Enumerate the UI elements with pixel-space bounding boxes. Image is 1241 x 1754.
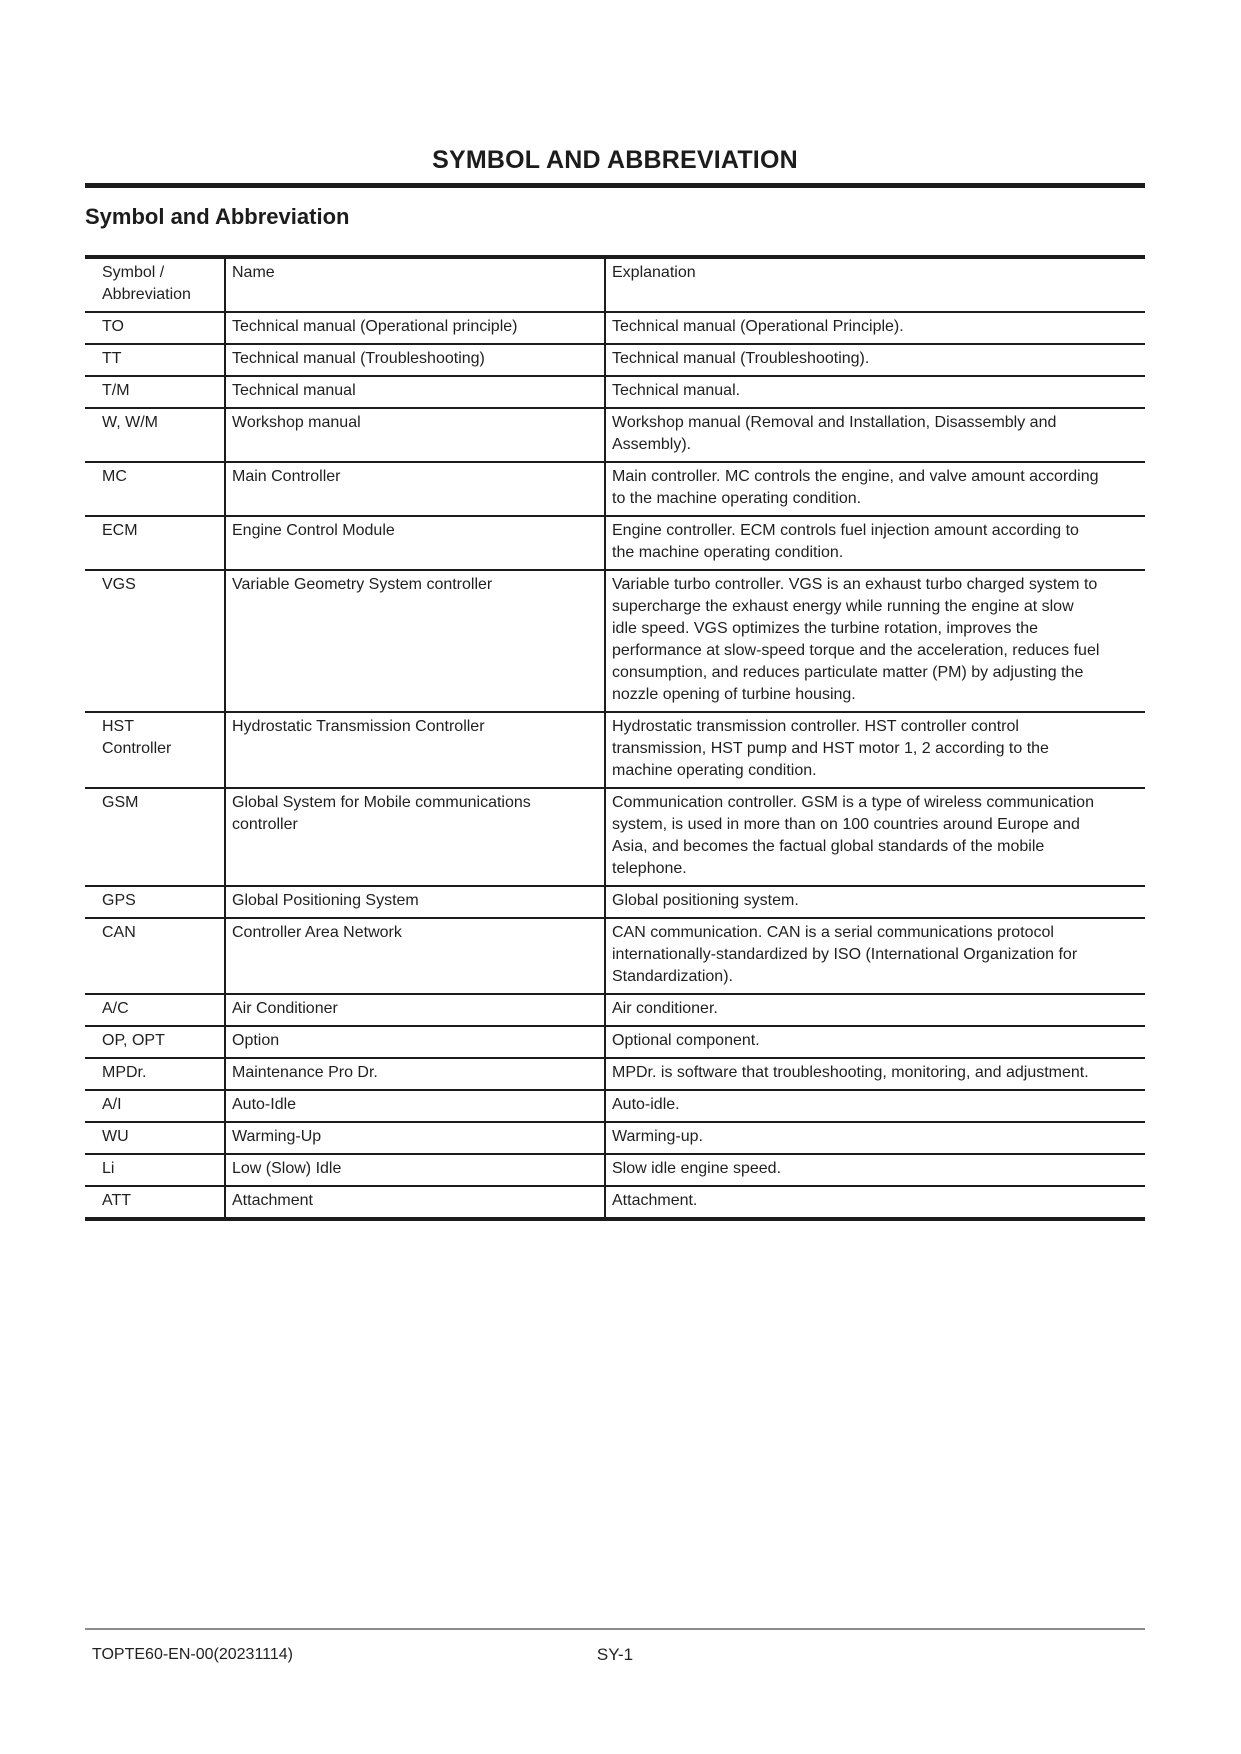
name-cell: Main Controller <box>225 462 605 516</box>
symbol-cell: WU <box>85 1122 225 1154</box>
explanation-cell: Communication controller. GSM is a type of wireless communication system, is used in more than on 100 countries around Europe and Asia, and becomes the factual global standards of the mobile telephone. <box>605 788 1145 886</box>
explanation-cell: Air conditioner. <box>605 994 1145 1026</box>
table-row <box>85 408 1145 462</box>
symbol-cell: GPS <box>85 886 225 918</box>
name-cell: Technical manual (Troubleshooting) <box>225 344 605 376</box>
name-cell: Hydrostatic Transmission Controller <box>225 712 605 788</box>
name-cell: Auto-Idle <box>225 1090 605 1122</box>
symbol-cell: TT <box>85 344 225 376</box>
name-cell: Maintenance Pro Dr. <box>225 1058 605 1090</box>
name-cell: Global Positioning System <box>225 886 605 918</box>
name-cell: Warming-Up <box>225 1122 605 1154</box>
page-footer <box>85 1628 1145 1688</box>
table-row <box>85 918 1145 994</box>
name-cell: Option <box>225 1026 605 1058</box>
name-cell: Global System for Mobile communications controller <box>225 788 605 886</box>
page-content <box>85 0 1145 1221</box>
column-header-symbol: Symbol / Abbreviation <box>85 257 225 312</box>
symbol-cell: GSM <box>85 788 225 886</box>
name-cell: Technical manual (Operational principle) <box>225 312 605 344</box>
explanation-cell: Technical manual (Operational Principle). <box>605 312 1145 344</box>
symbol-cell: MPDr. <box>85 1058 225 1090</box>
table-row <box>85 570 1145 712</box>
table-row <box>85 516 1145 570</box>
symbol-cell: Li <box>85 1154 225 1186</box>
explanation-cell: Optional component. <box>605 1026 1145 1058</box>
table-body <box>85 312 1145 1219</box>
symbol-cell: HST Controller <box>85 712 225 788</box>
table-row <box>85 462 1145 516</box>
symbol-cell: W, W/M <box>85 408 225 462</box>
name-cell: Air Conditioner <box>225 994 605 1026</box>
abbreviation-table <box>85 255 1145 1221</box>
column-header-explanation: Explanation <box>605 257 1145 312</box>
table-header <box>85 257 1145 312</box>
name-cell: Technical manual <box>225 376 605 408</box>
explanation-cell: MPDr. is software that troubleshooting, monitoring, and adjustment. <box>605 1058 1145 1090</box>
explanation-cell: Variable turbo controller. VGS is an exhaust turbo charged system to supercharge the exhaust energy while running the engine at slow idle speed. VGS optimizes the turbine rotation, improves the performance at slow-speed torque and the acceleration, reduces fuel consumption, and reduces particulate matter (PM) by adjusting the nozzle opening of turbine housing. <box>605 570 1145 712</box>
name-cell: Low (Slow) Idle <box>225 1154 605 1186</box>
title-rule <box>85 183 1145 188</box>
symbol-cell: TO <box>85 312 225 344</box>
explanation-cell: Global positioning system. <box>605 886 1145 918</box>
symbol-cell: VGS <box>85 570 225 712</box>
symbol-cell: CAN <box>85 918 225 994</box>
table-row <box>85 376 1145 408</box>
explanation-cell: Attachment. <box>605 1186 1145 1219</box>
explanation-cell: Slow idle engine speed. <box>605 1154 1145 1186</box>
explanation-cell: Technical manual. <box>605 376 1145 408</box>
symbol-cell: MC <box>85 462 225 516</box>
page-title: SYMBOL AND ABBREVIATION <box>432 146 798 174</box>
table-row <box>85 1090 1145 1122</box>
section-heading: Symbol and Abbreviation <box>85 204 350 229</box>
symbol-cell: OP, OPT <box>85 1026 225 1058</box>
footer-doc-code: TOPTE60-EN-00(20231114) <box>92 1646 293 1663</box>
footer-page-number: SY-1 <box>596 1645 634 1664</box>
table-row <box>85 344 1145 376</box>
explanation-cell: Warming-up. <box>605 1122 1145 1154</box>
name-cell: Engine Control Module <box>225 516 605 570</box>
table-header-row <box>85 257 1145 312</box>
table-row <box>85 1122 1145 1154</box>
explanation-cell: Main controller. MC controls the engine, and valve amount according to the machine operating condition. <box>605 462 1145 516</box>
explanation-cell: Workshop manual (Removal and Installation, Disassembly and Assembly). <box>605 408 1145 462</box>
explanation-cell: Engine controller. ECM controls fuel injection amount according to the machine operating condition. <box>605 516 1145 570</box>
name-cell: Workshop manual <box>225 408 605 462</box>
explanation-cell: Technical manual (Troubleshooting). <box>605 344 1145 376</box>
table-row <box>85 886 1145 918</box>
name-cell: Attachment <box>225 1186 605 1219</box>
name-cell: Variable Geometry System controller <box>225 570 605 712</box>
explanation-cell: Auto-idle. <box>605 1090 1145 1122</box>
table-row <box>85 1058 1145 1090</box>
symbol-cell: A/C <box>85 994 225 1026</box>
column-header-name: Name <box>225 257 605 312</box>
table-row <box>85 994 1145 1026</box>
symbol-cell: ECM <box>85 516 225 570</box>
symbol-cell: ATT <box>85 1186 225 1219</box>
name-cell: Controller Area Network <box>225 918 605 994</box>
explanation-cell: CAN communication. CAN is a serial communications protocol internationally-standardized by ISO (International Organization for Standardization). <box>605 918 1145 994</box>
table-row <box>85 712 1145 788</box>
table-row <box>85 788 1145 886</box>
symbol-cell: A/I <box>85 1090 225 1122</box>
table-row <box>85 312 1145 344</box>
table-row <box>85 1154 1145 1186</box>
symbol-cell: T/M <box>85 376 225 408</box>
explanation-cell: Hydrostatic transmission controller. HST controller control transmission, HST pump and HST motor 1, 2 according to the machine operating condition. <box>605 712 1145 788</box>
table-row <box>85 1026 1145 1058</box>
table-row <box>85 1186 1145 1219</box>
